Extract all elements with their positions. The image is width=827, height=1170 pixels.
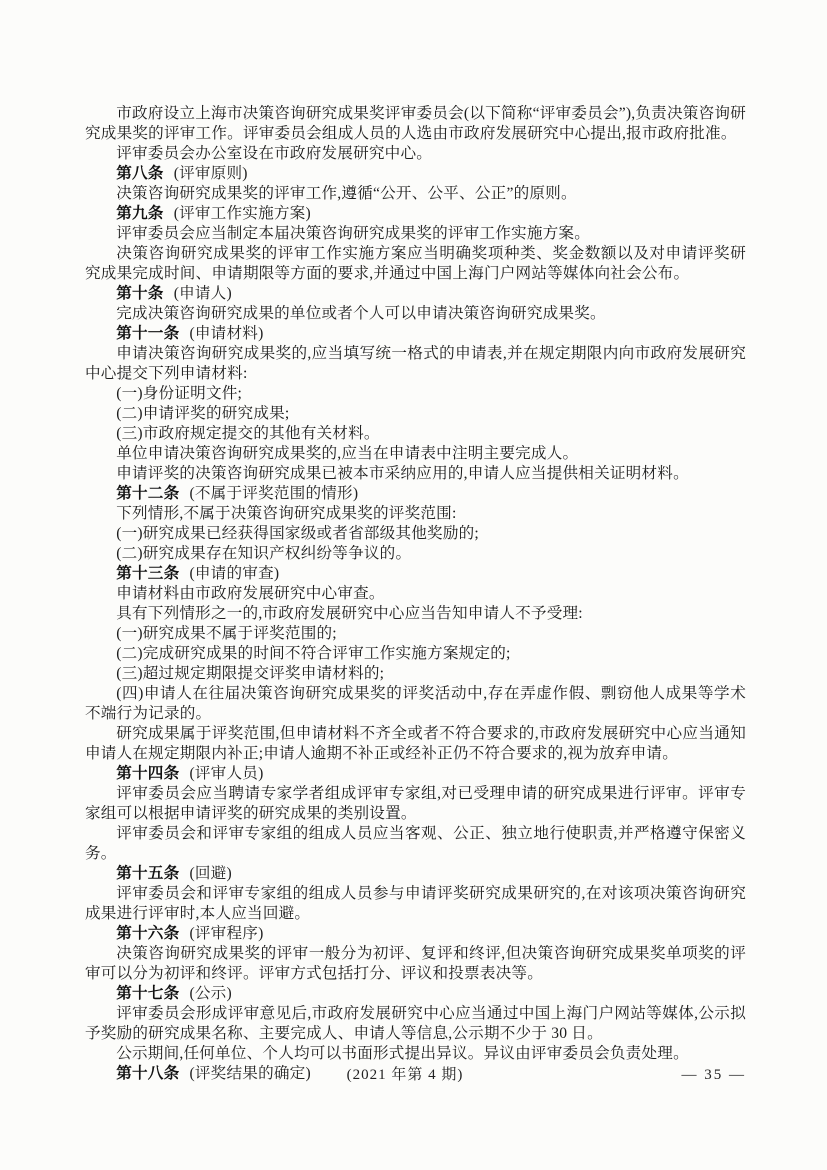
paragraph: (一)研究成果已经获得国家级或者省部级其他奖励的; bbox=[116, 525, 479, 542]
journal-issue-label: (2021 年第 4 期) bbox=[346, 1067, 464, 1083]
paragraph: 下列情形,不属于决策咨询研究成果奖的评奖范围: bbox=[116, 505, 457, 522]
article-title: (评奖结果的确定) bbox=[189, 1065, 311, 1082]
article-title: (评审程序) bbox=[189, 925, 264, 942]
article-title: (评审原则) bbox=[173, 165, 248, 182]
paragraph: 决策咨询研究成果奖的评审工作实施方案应当明确奖项种类、奖金数额以及对申请评奖研究成果完成时间、申请期限等方面的要求,并通过中国上海门户网站等媒体向社会公布。 bbox=[85, 245, 746, 282]
article-heading bbox=[85, 284, 746, 304]
paragraph: (二)申请评奖的研究成果; bbox=[116, 405, 290, 422]
article-heading bbox=[85, 764, 746, 784]
article-heading bbox=[85, 864, 746, 884]
paragraph: 公示期间,任何单位、个人均可以书面形式提出异议。异议由评审委员会负责处理。 bbox=[116, 1045, 689, 1062]
paragraph: 研究成果属于评奖范围,但申请材料不齐全或者不符合要求的,市政府发展研究中心应当通知申请人在规定期限内补正;申请人逾期不补正或经补正仍不符合要求的,视为放弃申请。 bbox=[85, 725, 746, 762]
paragraph: 单位申请决策咨询研究成果奖的,应当在申请表中注明主要完成人。 bbox=[116, 445, 579, 462]
article-heading bbox=[85, 204, 746, 224]
paragraph: 申请材料由市政府发展研究中心审查。 bbox=[116, 585, 385, 602]
paragraph: (四)申请人在往届决策咨询研究成果奖的评奖活动中,存在弄虚作假、剽窃他人成果等学术不端行为记录的。 bbox=[85, 685, 746, 722]
article-number: 第十七条 bbox=[116, 985, 180, 1002]
paragraph: 具有下列情形之一的,市政府发展研究中心应当告知申请人不予受理: bbox=[116, 605, 583, 622]
article-number: 第八条 bbox=[116, 165, 164, 182]
article-heading bbox=[85, 564, 746, 584]
article-title: (申请的审查) bbox=[189, 565, 280, 582]
paragraph: 申请评奖的决策咨询研究成果已被本市采纳应用的,申请人应当提供相关证明材料。 bbox=[116, 465, 689, 482]
paragraph: (二)完成研究成果的时间不符合评审工作实施方案规定的; bbox=[116, 645, 511, 662]
paragraph: 评审委员会应当聘请专家学者组成评审专家组,对已受理申请的研究成果进行评审。评审专家组可以根据申请评奖的研究成果的类别设置。 bbox=[85, 785, 746, 822]
article-number: 第十条 bbox=[116, 285, 164, 302]
article-title: (评审工作实施方案) bbox=[173, 205, 311, 222]
article-title: (不属于评奖范围的情形) bbox=[189, 485, 359, 502]
paragraph: 申请决策咨询研究成果奖的,应当填写统一格式的申请表,并在规定期限内向市政府发展研究中心提交下列申请材料: bbox=[85, 345, 746, 382]
paragraph: 评审委员会和评审专家组的组成人员应当客观、公正、独立地行使职责,并严格遵守保密义务。 bbox=[85, 825, 746, 862]
article-number: 第十三条 bbox=[116, 565, 180, 582]
article-heading bbox=[85, 164, 746, 184]
article-title: (申请人) bbox=[173, 285, 232, 302]
document-body bbox=[85, 104, 746, 1084]
paragraph: (二)研究成果存在知识产权纠纷等争议的。 bbox=[116, 545, 412, 562]
article-heading bbox=[85, 324, 746, 344]
paragraph: 决策咨询研究成果奖的评审工作,遵循“公开、公平、公正”的原则。 bbox=[116, 185, 577, 202]
page-number: — 35 — bbox=[681, 1067, 746, 1083]
article-number: 第十一条 bbox=[116, 325, 180, 342]
article-heading bbox=[85, 484, 746, 504]
paragraph: 评审委员会和评审专家组的组成人员参与申请评奖研究成果研究的,在对该项决策咨询研究成果进行评审时,本人应当回避。 bbox=[85, 885, 746, 922]
article-title: (回避) bbox=[189, 865, 232, 882]
paragraph: (三)超过规定期限提交评奖申请材料的; bbox=[116, 665, 385, 682]
article-heading bbox=[85, 984, 746, 1004]
paragraph: (三)市政府规定提交的其他有关材料。 bbox=[116, 425, 380, 442]
article-heading bbox=[85, 924, 746, 944]
paragraph: 市政府设立上海市决策咨询研究成果奖评审委员会(以下简称“评审委员会”),负责决策咨询研究成果奖的评审工作。评审委员会组成人员的人选由市政府发展研究中心提出,报市政府批准。 bbox=[85, 105, 746, 142]
article-number: 第十二条 bbox=[116, 485, 180, 502]
paragraph: (一)研究成果不属于评奖范围的; bbox=[116, 625, 337, 642]
paragraph: 完成决策咨询研究成果的单位或者个人可以申请决策咨询研究成果奖。 bbox=[116, 305, 606, 322]
article-title: (申请材料) bbox=[189, 325, 264, 342]
article-title: (公示) bbox=[189, 985, 232, 1002]
article-number: 第十四条 bbox=[116, 765, 180, 782]
article-title: (评审人员) bbox=[189, 765, 264, 782]
article-number: 第九条 bbox=[116, 205, 164, 222]
paragraph: 评审委员会应当制定本届决策咨询研究成果奖的评审工作实施方案。 bbox=[116, 225, 591, 242]
paragraph: (一)身份证明文件; bbox=[116, 385, 243, 402]
page-footer bbox=[85, 1064, 746, 1086]
paragraph: 评审委员会办公室设在市政府发展研究中心。 bbox=[116, 145, 433, 162]
paragraph: 决策咨询研究成果奖的评审一般分为初评、复评和终评,但决策咨询研究成果奖单项奖的评审可以分为初评和终评。评审方式包括打分、评议和投票表决等。 bbox=[85, 945, 746, 982]
article-number: 第十五条 bbox=[116, 865, 180, 882]
article-number: 第十八条 bbox=[116, 1065, 180, 1082]
article-number: 第十六条 bbox=[116, 925, 180, 942]
paragraph: 评审委员会形成评审意见后,市政府发展研究中心应当通过中国上海门户网站等媒体,公示拟予奖励的研究成果名称、主要完成人、申请人等信息,公示期不少于 30 日。 bbox=[85, 1005, 746, 1042]
